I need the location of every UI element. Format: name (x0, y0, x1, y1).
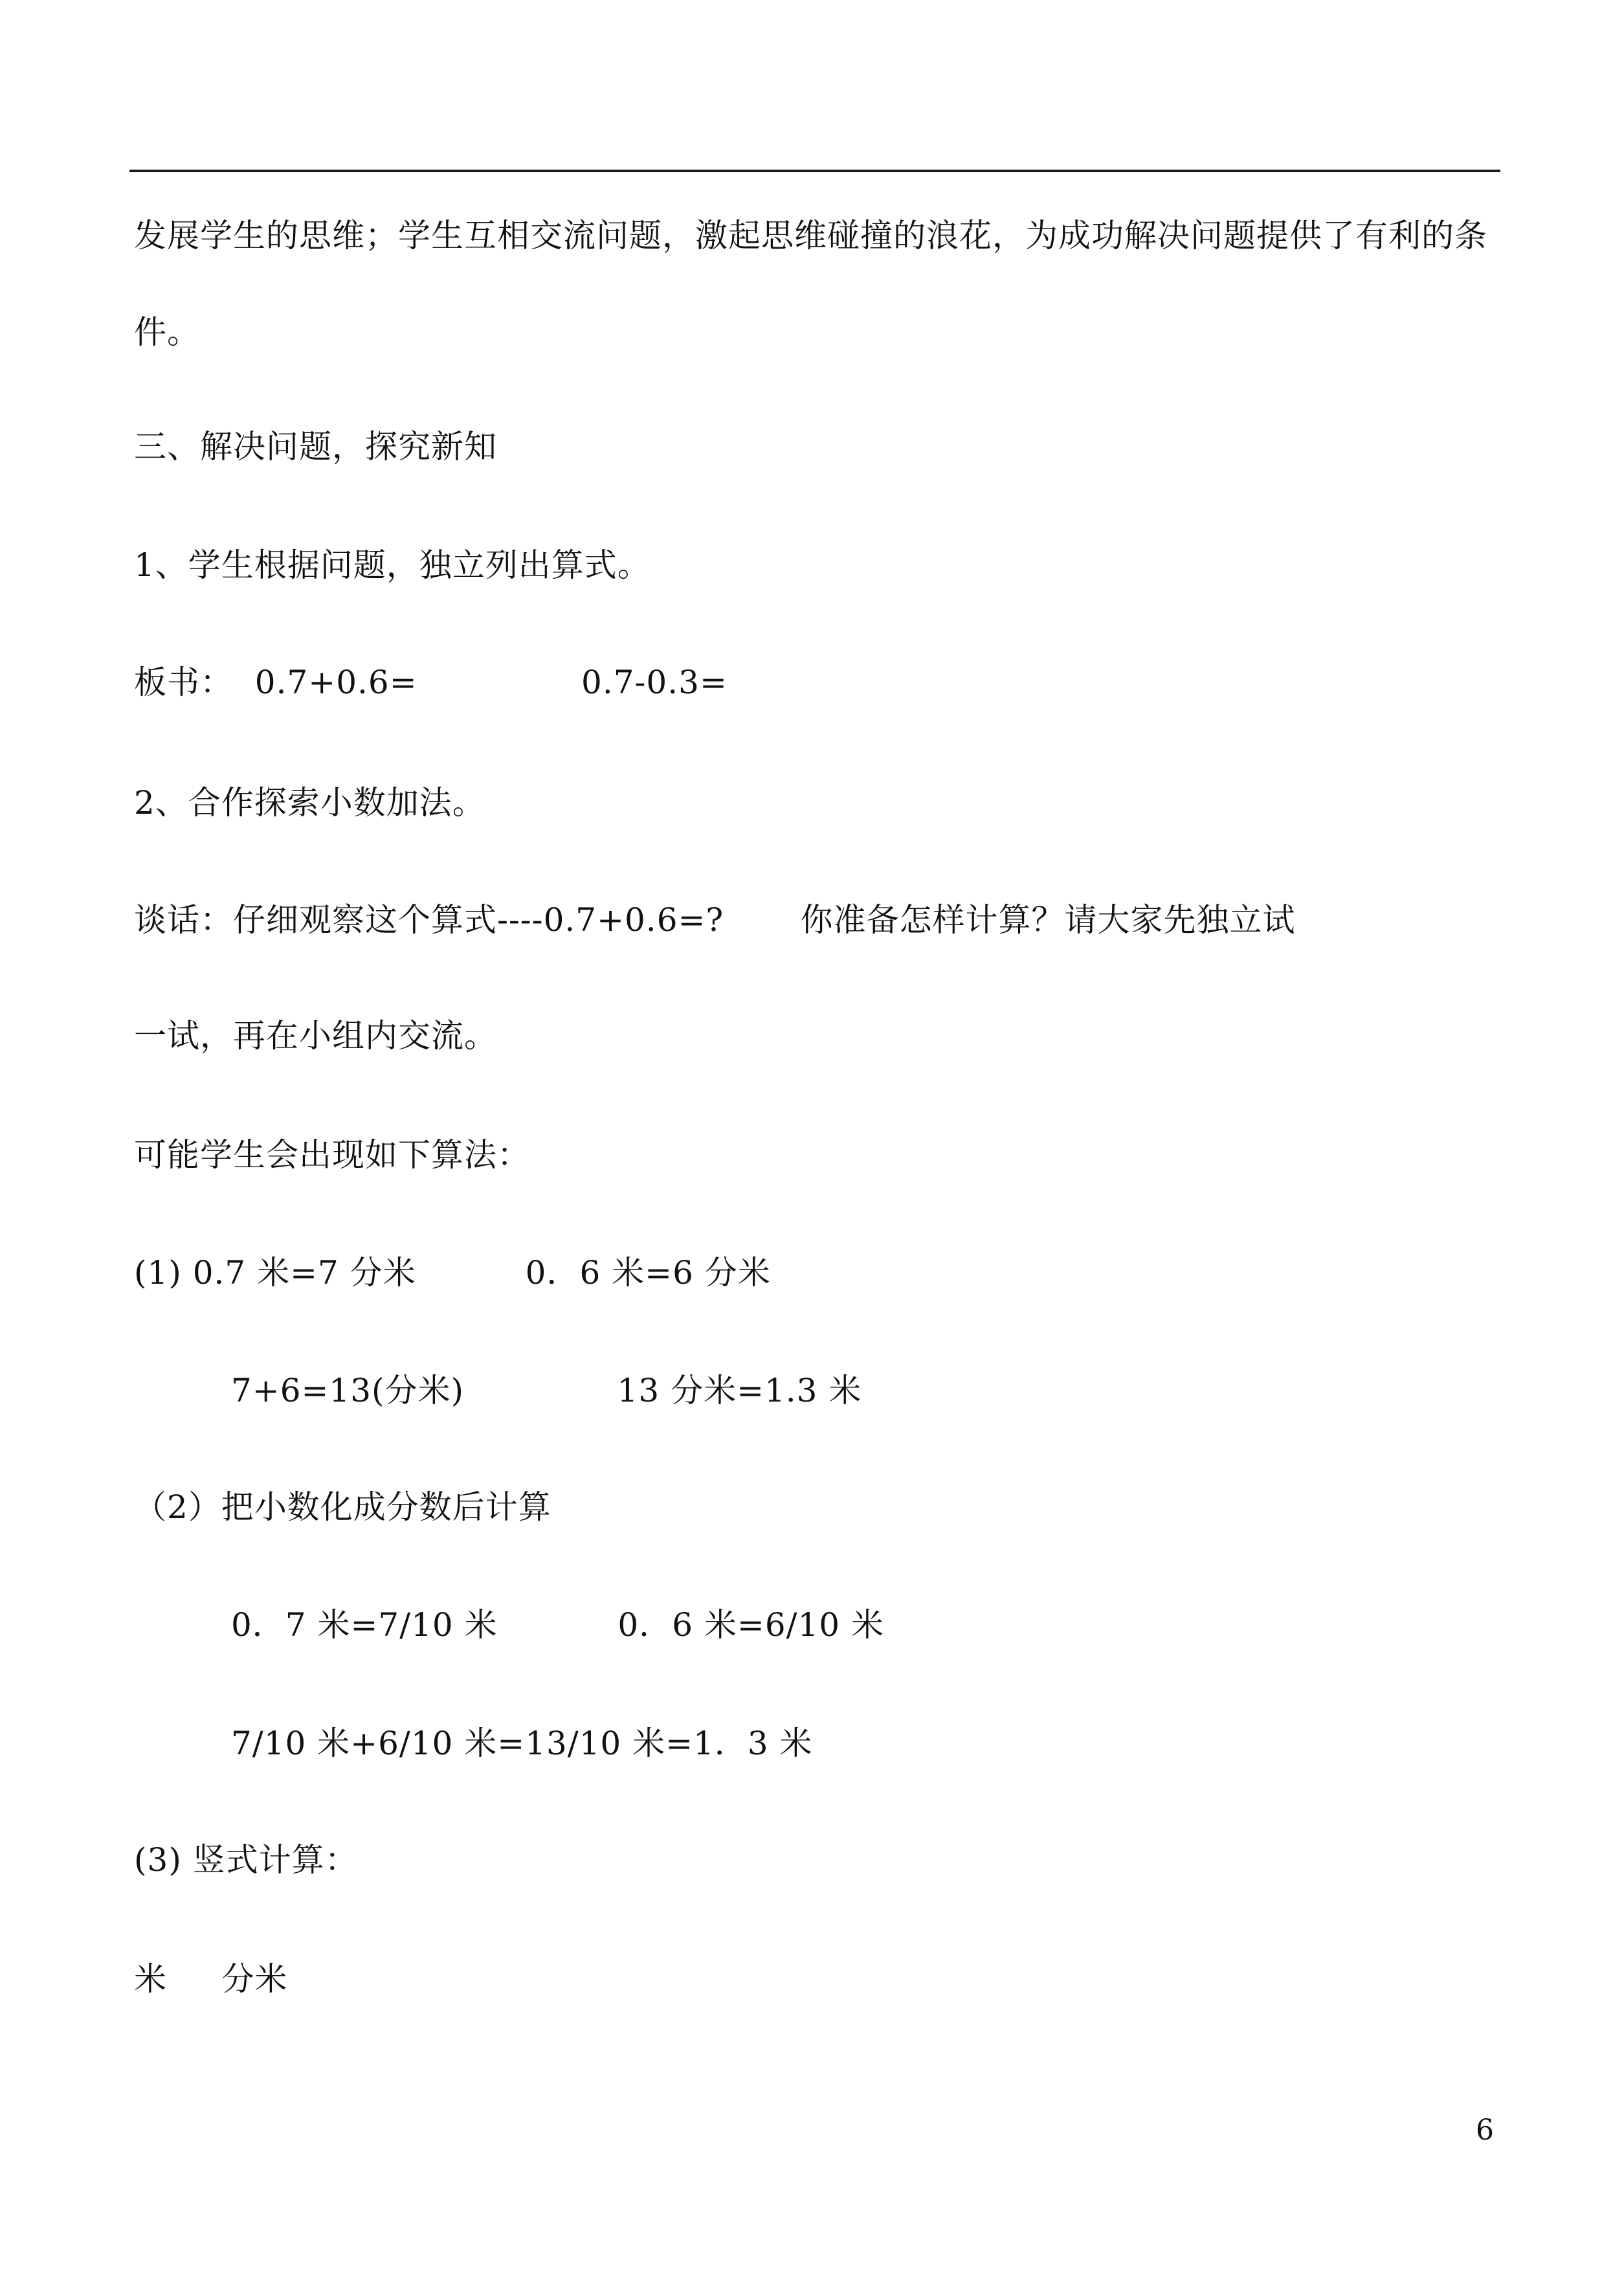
method-1-line-1: (1) 0.7 米=7 分米 0．6 米=6 分米 (134, 1254, 771, 1292)
unit-labels: 米 分米 (134, 1960, 288, 1998)
step-2: 2、合作探索小数加法。 (134, 784, 485, 822)
dialogue-line-2: 一试，再在小组内交流。 (134, 1017, 497, 1055)
header-rule (129, 170, 1500, 172)
paragraph-line-1: 发展学生的思维；学生互相交流问题，激起思维碰撞的浪花，为成功解决问题提供了有利的条 (134, 217, 1487, 254)
method-2-line-2: 7/10 米+6/10 米=13/10 米=1．3 米 (231, 1725, 813, 1762)
method-3-heading: (3) 竖式计算： (134, 1841, 358, 1879)
section-heading: 三、解决问题，探究新知 (134, 428, 497, 465)
method-1-line-2: 7+6=13(分米) 13 分米=1.3 米 (231, 1372, 862, 1409)
paragraph-line-2: 件。 (134, 313, 200, 351)
step-1: 1、学生根据问题，独立列出算式。 (134, 546, 651, 584)
method-2-heading: （2）把小数化成分数后计算 (134, 1488, 551, 1526)
page-number: 6 (1476, 2114, 1494, 2147)
possible-methods: 可能学生会出现如下算法： (134, 1136, 530, 1174)
method-2-line-1: 0．7 米=7/10 米 0．6 米=6/10 米 (231, 1606, 884, 1644)
dialogue-line-1: 谈话：仔细观察这个算式----0.7+0.6=? 你准备怎样计算？请大家先独立试 (134, 901, 1296, 939)
board-writing: 板书： 0.7+0.6= 0.7-0.3= (134, 664, 728, 701)
